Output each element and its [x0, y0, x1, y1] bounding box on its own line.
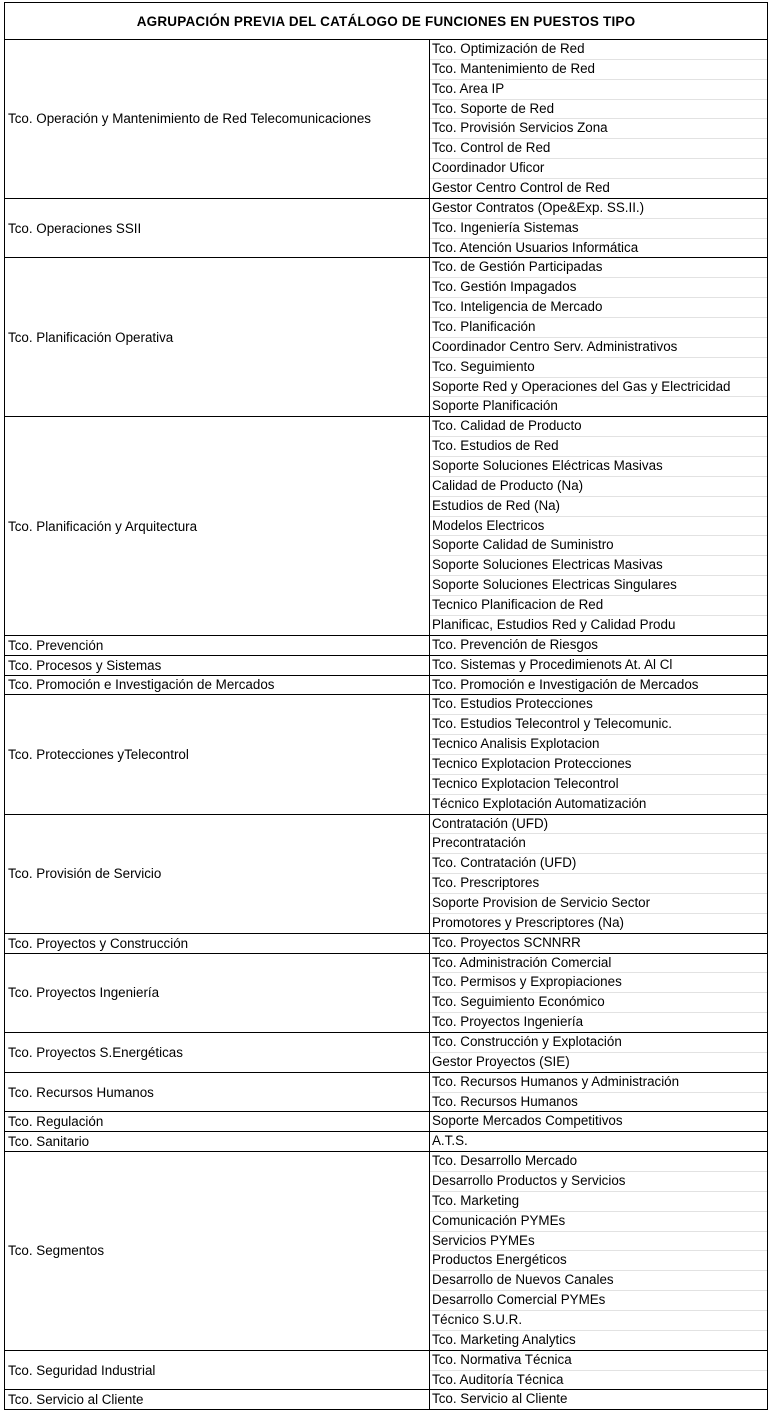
- table-body: [5, 40, 768, 1410]
- group-name-cell: Tco. Recursos Humanos: [5, 1072, 430, 1112]
- function-item: Tco. Estudios Telecontrol y Telecomunic.: [430, 715, 767, 735]
- function-item: Tco. Proyectos SCNNRR: [432, 934, 581, 950]
- function-item: Tco. Servicio al Cliente: [432, 1391, 568, 1407]
- group-name-cell: Tco. Proyectos Ingeniería: [5, 953, 430, 1032]
- function-item: Gestor Contratos (Ope&Exp. SS.II.): [430, 199, 767, 219]
- function-item: Tco. Mantenimiento de Red: [430, 60, 767, 80]
- function-item: Técnico Explotación Automatización: [432, 795, 647, 811]
- group-name-cell: Tco. Operaciones SSII: [5, 198, 430, 258]
- functions-cell: [430, 1132, 768, 1152]
- function-item: Calidad de Producto (Na): [430, 477, 767, 497]
- functions-cell: [430, 198, 768, 258]
- functions-cell: [430, 1112, 768, 1132]
- function-item: A.T.S.: [432, 1133, 468, 1149]
- function-item: Tco. Ingeniería Sistemas: [430, 219, 767, 239]
- function-item: Tco. Marketing: [430, 1192, 767, 1212]
- group-name-cell: Tco. Planificación y Arquitectura: [5, 417, 430, 635]
- function-item: Tco. Recursos Humanos y Administración: [430, 1073, 767, 1093]
- function-item: Desarrollo Productos y Servicios: [430, 1172, 767, 1192]
- function-item: Tco. Estudios Protecciones: [430, 695, 767, 715]
- header-row: [5, 3, 768, 40]
- function-item: Soporte Soluciones Electricas Masivas: [430, 556, 767, 576]
- function-item: Tco. Contratación (UFD): [430, 854, 767, 874]
- function-item: Tco. Control de Red: [430, 139, 767, 159]
- function-item: Soporte Provision de Servicio Sector: [430, 894, 767, 914]
- table-row: [5, 635, 768, 655]
- table-row: [5, 695, 768, 814]
- group-name-cell: Tco. Prevención: [5, 635, 430, 655]
- function-item: Soporte Calidad de Suministro: [430, 536, 767, 556]
- function-item: Tco. Permisos y Expropiaciones: [430, 973, 767, 993]
- table-row: [5, 1072, 768, 1112]
- catalog-sheet: [4, 2, 767, 1410]
- group-name-cell: Tco. Regulación: [5, 1112, 430, 1132]
- function-item: Tco. Gestión Impagados: [430, 278, 767, 298]
- table-row: [5, 1112, 768, 1132]
- function-item: Tco. Calidad de Producto: [430, 417, 767, 437]
- function-item: Tco. Seguimiento: [430, 358, 767, 378]
- function-item: Tco. Sistemas y Procedimienots At. Al Cl: [432, 656, 673, 672]
- group-name-cell: Tco. Protecciones yTelecontrol: [5, 695, 430, 814]
- functions-cell: [430, 953, 768, 1032]
- function-item: Tco. Promoción e Investigación de Mercados: [432, 676, 699, 692]
- function-item: Precontratación: [430, 834, 767, 854]
- function-item: Tco. Optimización de Red: [430, 40, 767, 60]
- table-row: [5, 953, 768, 1032]
- functions-cell: [430, 675, 768, 695]
- function-item: Tco. Administración Comercial: [430, 954, 767, 974]
- function-item: Soporte Planificación: [432, 398, 558, 414]
- table-row: [5, 258, 768, 417]
- function-item: Tco. Planificación: [430, 318, 767, 338]
- functions-cell: [430, 655, 768, 675]
- function-item: Tco. Area IP: [430, 80, 767, 100]
- functions-cell: [430, 258, 768, 417]
- function-item: Tecnico Explotacion Protecciones: [430, 755, 767, 775]
- function-item: Tecnico Explotacion Telecontrol: [430, 775, 767, 795]
- function-item: Tco. Auditoría Técnica: [432, 1371, 564, 1387]
- function-item: Tco. Atención Usuarios Informática: [432, 239, 639, 255]
- function-item: Planificac, Estudios Red y Calidad Produ: [432, 616, 676, 632]
- function-item: Desarrollo de Nuevos Canales: [430, 1271, 767, 1291]
- table-row: [5, 1132, 768, 1152]
- function-item: Comunicación PYMEs: [430, 1212, 767, 1232]
- function-item: Tco. Proyectos Ingeniería: [432, 1014, 584, 1030]
- table-title: AGRUPACIÓN PREVIA DEL CATÁLOGO DE FUNCIONES EN PUESTOS TIPO: [5, 3, 768, 40]
- function-item: Tco. Estudios de Red: [430, 437, 767, 457]
- table-row: [5, 1350, 768, 1390]
- catalog-table: [4, 2, 768, 1410]
- functions-cell: [430, 417, 768, 635]
- function-item: Tecnico Planificacion de Red: [430, 596, 767, 616]
- group-name-cell: Tco. Planificación Operativa: [5, 258, 430, 417]
- table-row: [5, 198, 768, 258]
- function-item: Tco. Marketing Analytics: [432, 1331, 576, 1347]
- function-item: Soporte Mercados Competitivos: [432, 1113, 623, 1129]
- table-row: [5, 814, 768, 933]
- function-item: Tco. Recursos Humanos: [432, 1093, 578, 1109]
- group-name-cell: Tco. Promoción e Investigación de Mercados: [5, 675, 430, 695]
- functions-cell: [430, 695, 768, 814]
- functions-cell: [430, 1152, 768, 1351]
- table-row: [5, 1152, 768, 1351]
- function-item: Modelos Electricos: [430, 517, 767, 537]
- functions-cell: [430, 933, 768, 953]
- functions-cell: [430, 1350, 768, 1390]
- table-row: [5, 933, 768, 953]
- group-name-cell: Tco. Sanitario: [5, 1132, 430, 1152]
- table-row: [5, 675, 768, 695]
- function-item: Tco. Seguimiento Económico: [430, 993, 767, 1013]
- function-item: Desarrollo Comercial PYMEs: [430, 1291, 767, 1311]
- function-item: Soporte Red y Operaciones del Gas y Electricidad: [430, 378, 767, 398]
- table-row: [5, 1032, 768, 1072]
- table-row: [5, 1390, 768, 1410]
- function-item: Tco. Provisión Servicios Zona: [430, 119, 767, 139]
- function-item: Coordinador Centro Serv. Administrativos: [430, 338, 767, 358]
- function-item: Tco. Desarrollo Mercado: [430, 1152, 767, 1172]
- table-row: [5, 40, 768, 199]
- function-item: Estudios de Red (Na): [430, 497, 767, 517]
- group-name-cell: Tco. Servicio al Cliente: [5, 1390, 430, 1410]
- functions-cell: [430, 814, 768, 933]
- table-row: [5, 655, 768, 675]
- function-item: Tco. Inteligencia de Mercado: [430, 298, 767, 318]
- functions-cell: [430, 1072, 768, 1112]
- function-item: Gestor Proyectos (SIE): [432, 1053, 570, 1069]
- function-item: Técnico S.U.R.: [430, 1311, 767, 1331]
- function-item: Tco. Construcción y Explotación: [430, 1033, 767, 1053]
- functions-cell: [430, 635, 768, 655]
- group-name-cell: Tco. Provisión de Servicio: [5, 814, 430, 933]
- functions-cell: [430, 1032, 768, 1072]
- function-item: Coordinador Uficor: [430, 159, 767, 179]
- function-item: Productos Energéticos: [430, 1251, 767, 1271]
- functions-cell: [430, 40, 768, 199]
- function-item: Tco. Normativa Técnica: [430, 1351, 767, 1371]
- group-name-cell: Tco. Proyectos y Construcción: [5, 933, 430, 953]
- group-name-cell: Tco. Seguridad Industrial: [5, 1350, 430, 1390]
- function-item: Soporte Soluciones Electricas Singulares: [430, 576, 767, 596]
- function-item: Contratación (UFD): [430, 815, 767, 835]
- function-item: Servicios PYMEs: [430, 1232, 767, 1252]
- function-item: Soporte Soluciones Eléctricas Masivas: [430, 457, 767, 477]
- function-item: Tco. Prevención de Riesgos: [432, 636, 598, 652]
- function-item: Gestor Centro Control de Red: [432, 180, 610, 196]
- group-name-cell: Tco. Operación y Mantenimiento de Red Telecomunicaciones: [5, 40, 430, 199]
- functions-cell: [430, 1390, 768, 1410]
- function-item: Tco. de Gestión Participadas: [430, 258, 767, 278]
- function-item: Tco. Prescriptores: [430, 874, 767, 894]
- function-item: Tecnico Analisis Explotacion: [430, 735, 767, 755]
- group-name-cell: Tco. Proyectos S.Energéticas: [5, 1032, 430, 1072]
- group-name-cell: Tco. Procesos y Sistemas: [5, 655, 430, 675]
- function-item: Promotores y Prescriptores (Na): [432, 914, 624, 930]
- group-name-cell: Tco. Segmentos: [5, 1152, 430, 1351]
- function-item: Tco. Soporte de Red: [430, 100, 767, 120]
- table-row: [5, 417, 768, 635]
